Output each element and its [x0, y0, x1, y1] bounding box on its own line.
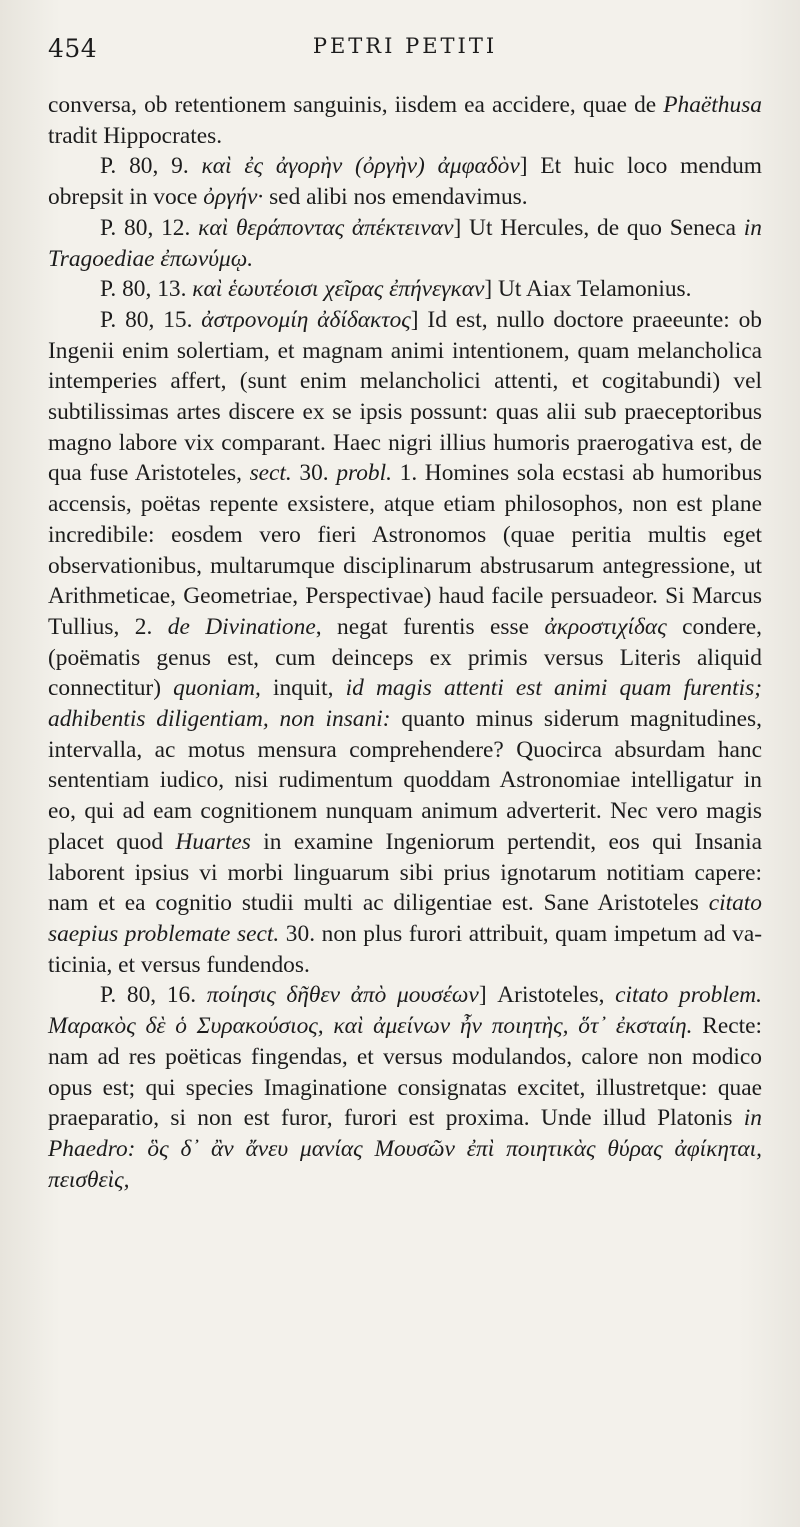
text-run: ] Ut Aiax Telamonius. — [484, 276, 692, 303]
paragraph — [48, 274, 762, 305]
text-run: 30. non plus furori attribuit, quam impetum ad vaticinia, et versus fundendos. — [48, 920, 762, 978]
text-run: condere, (poëmatis genus est, cum deinceps ex primis versus Literis aliquid connectitur) — [48, 613, 763, 702]
text-run: ] Aristoteles, — [478, 982, 616, 1009]
paragraph — [48, 980, 762, 1195]
italic-text: probl. — [336, 460, 392, 487]
italic-text: ὀργήν· — [203, 184, 264, 211]
text-run: Recte: nam ad res poëticas fingendas, et versus modulandos, calore non modico opus est; qui species Imaginatione consignatas excitet, illustretque: quae praeparatio, si non est furor, furori est proxima. Unde illud Platonis — [48, 1013, 763, 1132]
italic-text: in Phaedro: — [48, 1105, 762, 1162]
body-text — [48, 90, 762, 1195]
italic-text: Phaëthusa — [663, 92, 762, 118]
text-run: ] Id est, nullo doctore praeeunte: ob Ingenii enim solertiam, et magnam animi intentionem, quam melancholica intemperies affert, (sunt enim melancholici attenti, et cogitabundi) vel subtilissimas artes discere ex se ipsis possunt: quas alii sub praeceptoribus magno labore vix comparant. Haec nigri illius humoris praerogativa est, de qua fuse Aristoteles, — [48, 306, 762, 487]
text-run: conversa, ob retentionem sanguinis, iisdem ea accidere, quae de — [48, 92, 664, 118]
text-run: 30. — [291, 460, 337, 487]
text-run: tradit Hippocrates. — [48, 122, 223, 149]
italic-text: καὶ θεράποντας ἀπέκτειναν — [198, 214, 454, 241]
paragraph — [48, 90, 762, 151]
italic-text: καὶ ἑωυτέοισι χεῖρας ἐπήνεγκαν — [192, 276, 485, 303]
italic-text: de Divinatione — [167, 613, 316, 640]
italic-text: citato saepius problemate sect. — [48, 890, 762, 947]
italic-text: in Tragoediae ἐπωνύμῳ. — [48, 214, 762, 272]
italic-text: sect. — [249, 460, 292, 487]
italic-text: καὶ ἐς ἀγορὴν (ὀργὴν) ἀμφαδὸν — [201, 153, 520, 180]
text-run: ] Ut Hercules, de quo Seneca — [453, 214, 744, 241]
italic-text: ποίησις δῆθεν ἀπὸ μουσέων — [206, 982, 479, 1009]
text-run — [135, 1136, 147, 1162]
text-run: in examine Ingeniorum pertendit, eos qui Insania laborent ipsius vi morbi linguarum sibi prius ignotarum notitiam capere: nam et ea cognitio studii multi ac diligentiae est. Sane Aristoteles — [48, 828, 762, 917]
text-run: quanto minus siderum magnitudines, intervalla, ac motus mensura comprehendere? Quocirca absurdam hanc sententiam iudico, nisi rudimentum quoddam Astronomiae intelligatur in eo, qui ad eam cognitionem nunquam animum adverterit. Nec vero magis placet quod — [48, 706, 762, 855]
text-run: inquit, — [260, 675, 346, 702]
text-run: P. 80, 15. — [100, 306, 202, 333]
text-run: P. 80, 13. — [100, 276, 193, 303]
italic-text: Huartes — [175, 828, 251, 855]
italic-text: Μαρακὸς δὲ ὁ Συρακούσιος, καὶ ἀμείνων ἦν ποιητὴς, ὅτ᾽ ἐκσταίη. — [48, 1013, 693, 1040]
text-run: sed alibi nos emendavimus. — [263, 184, 528, 211]
running-head — [48, 30, 762, 90]
italic-text: ὃς δ᾽ ἂν ἄνευ μανίας Μουσῶν ἐπὶ ποιητικὰς θύρας ἀφίκηται, πεισθεὶς, — [48, 1135, 762, 1193]
text-run: , negat furentis esse — [315, 613, 545, 640]
italic-text: id magis attenti est animi quam furentis; adhibentis diligentiam, non insani: — [48, 675, 762, 733]
italic-text: quoniam, — [173, 675, 261, 702]
running-title: PETRI PETITI — [312, 34, 498, 58]
page-number: 454 — [48, 34, 98, 63]
text-run: P. 80, 12. — [100, 214, 199, 241]
text-run: P. 80, 16. — [100, 982, 207, 1009]
text-run: 1. Homines sola ecstasi ab humoribus accensis, poëtas repente exsistere, atque etiam philosophos, non est plane incredibile: eosdem vero fieri Astronomos (quae peritia multis eget observationibus, multarumque disciplinarum abstrusarum antegressione, ut Arithmeticae, Geometriae, Perspectivae) haud facile persuadeor. Si Marcus Tullius, 2. — [48, 460, 762, 640]
text-run: ] Et huic loco mendum obrepsit in voce — [48, 153, 762, 211]
paragraph — [48, 151, 762, 212]
text-run: P. 80, 9. — [100, 153, 202, 180]
italic-text: ἀκροστιχίδας — [544, 613, 667, 640]
paragraph — [48, 213, 762, 274]
paragraph — [48, 305, 762, 980]
italic-text: ἀστρονομίη ἀδίδακτος — [201, 306, 411, 333]
italic-text: citato problem. — [615, 982, 762, 1009]
